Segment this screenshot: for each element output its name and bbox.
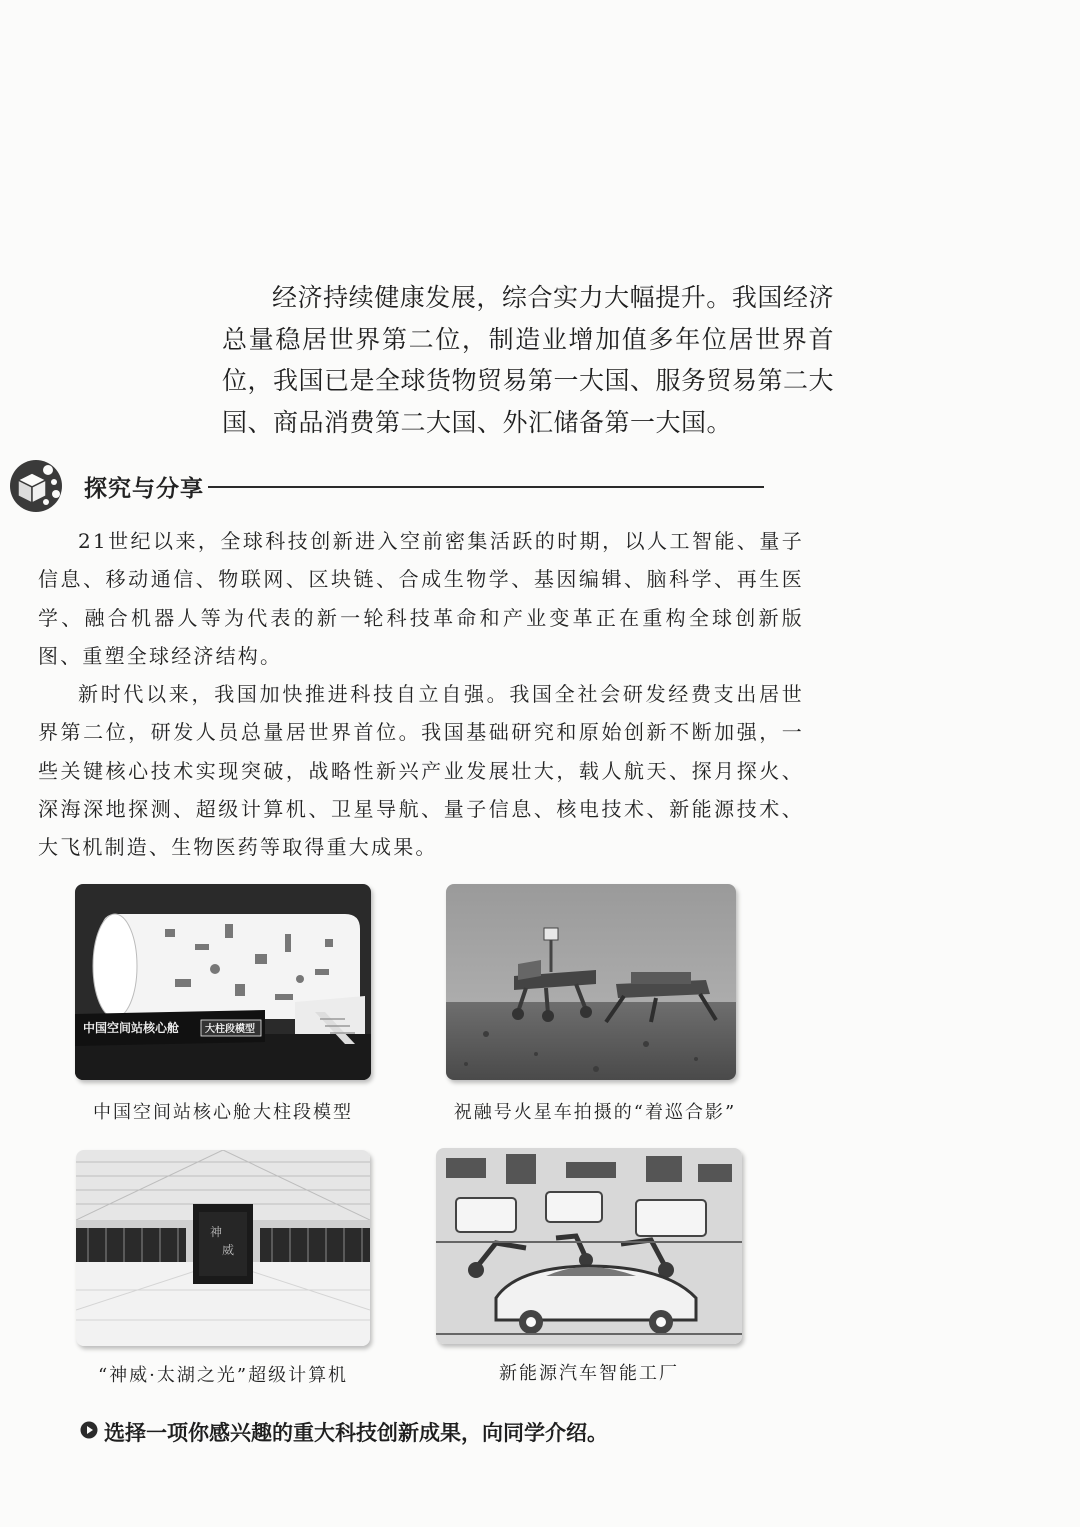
paragraph-china-achievements: 新时代以来，我国加快推进科技自立自强。我国全社会研发经费支出居世界第二位，研发人员总量居世界首位。我国基础研究和原始创新不断加强，一些关键核心技术实现突破，战略性新兴产业发展壮大，载人航天、探月探火、深海深地探测、超级计算机、卫星导航、量子信息、核电技术、新能源技术、大飞机制造、生物医药等取得重大成果。	[38, 682, 804, 860]
caption-supercomputer: “神威·太湖之光”超级计算机	[97, 1365, 349, 1386]
photo-ev-factory	[436, 1148, 742, 1344]
photo-space-station-model	[75, 884, 371, 1080]
paragraph-tech-revolution: 21世纪以来，全球科技创新进入空前密集活跃的时期，以人工智能、量子信息、移动通信、物联网、区块链、合成生物学、基因编辑、脑科学、再生医学、融合机器人等为代表的新一轮科技革命和产业变革正在重构全球创新版图、重塑全球经济结构。	[38, 529, 804, 668]
photo-zhurong-rover	[446, 884, 736, 1080]
task-text: 选择一项你感兴趣的重大科技创新成果，向同学介绍。	[104, 1421, 608, 1445]
caption-space-station: 中国空间站核心舱大柱段模型	[93, 1102, 353, 1123]
section-title: 探究与分享	[84, 476, 204, 502]
intro-paragraph: 经济持续健康发展，综合实力大幅提升。我国经济总量稳居世界第二位，制造业增加值多年位居世界首位，我国已是全球货物贸易第一大国、服务贸易第二大国、商品消费第二大国、外汇储备第一大国。	[222, 283, 835, 437]
section-divider	[208, 486, 764, 488]
caption-ev-factory: 新能源汽车智能工厂	[499, 1363, 679, 1384]
play-circle-icon	[80, 1421, 98, 1439]
svg-text:神: 神	[210, 1225, 223, 1239]
cube-molecule-icon	[8, 458, 64, 514]
model-sign-text: 中国空间站核心舱	[83, 1021, 180, 1035]
caption-zhurong: 祝融号火星车拍摄的“着巡合影”	[453, 1102, 737, 1123]
photo-supercomputer	[76, 1150, 370, 1346]
svg-text:威: 威	[222, 1243, 235, 1257]
model-sign-text-2: 大柱段模型	[205, 1024, 255, 1035]
section-header	[8, 458, 768, 514]
